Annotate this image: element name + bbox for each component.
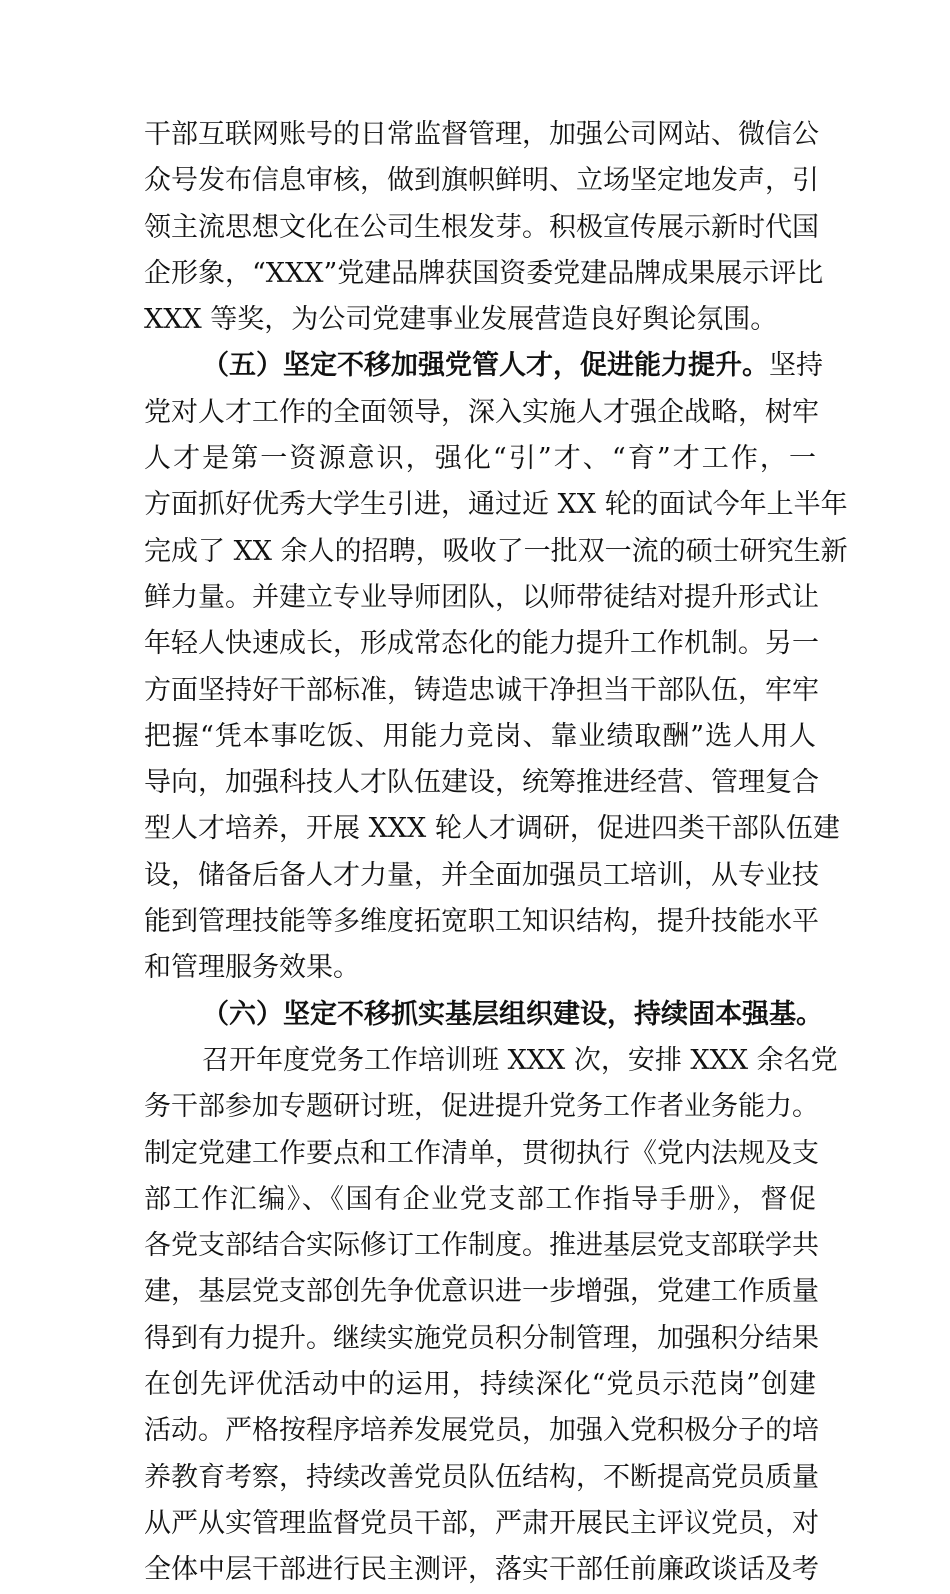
- text-line: 方面坚持好干部标准，铸造忠诚干净担当干部队伍，牢牢: [144, 674, 819, 706]
- text-line: 人才是第一资源意识，强化“引”才、“育”才工作，一: [144, 443, 816, 475]
- text-line: 各党支部结合实际修订工作制度。推进基层党支部联学共: [144, 1230, 819, 1262]
- text-line: 党对人才工作的全面领导，深入实施人才强企战略，树牢: [144, 396, 819, 428]
- text-line: 制定党建工作要点和工作清单，贯彻执行《党内法规及支: [144, 1137, 819, 1169]
- text-line: 务干部参加专题研讨班，促进提升党务工作者业务能力。: [144, 1091, 819, 1123]
- text-line: 在创先评优活动中的运用，持续深化“党员示范岗”创建: [144, 1369, 816, 1401]
- text-line: 得到有力提升。继续实施党员积分制管理，加强积分结果: [144, 1322, 819, 1354]
- text-line: 从严从实管理监督党员干部，严肃开展民主评议党员，对: [144, 1507, 819, 1539]
- text-line: 全体中层干部进行民主测评，落实干部任前廉政谈话及考: [144, 1554, 819, 1586]
- text-line: 和管理服务效果。: [144, 952, 360, 984]
- text-line: 完成了 XX 余人的招聘，吸收了一批双一流的硕士研究生新: [144, 535, 848, 567]
- text-line: 众号发布信息审核，做到旗帜鲜明、立场坚定地发声，引: [144, 165, 819, 197]
- text-line: 型人才培养，开展 XXX 轮人才调研，促进四类干部队伍建: [144, 813, 840, 845]
- body-text: [144, 112, 848, 1594]
- section-five-heading: （五）坚定不移加强党管人才，促进能力提升。: [202, 350, 769, 382]
- text-line: 方面抓好优秀大学生引进，通过近 XX 轮的面试今年上半年: [144, 489, 848, 521]
- text-line: 活动。严格按程序培养发展党员，加强入党积极分子的培: [144, 1415, 819, 1447]
- text-line: XXX 等奖，为公司党建事业发展营造良好舆论氛围。: [144, 304, 778, 336]
- section-six-heading: （六）坚定不移抓实基层组织建设，持续固本强基。: [202, 998, 823, 1030]
- text-line: 领主流思想文化在公司生根发芽。积极宣传展示新时代国: [144, 211, 819, 243]
- text-line: 召开年度党务工作培训班 XXX 次，安排 XXX 余名党: [202, 1044, 838, 1076]
- text-line: 建，基层党支部创先争优意识进一步增强，党建工作质量: [144, 1276, 819, 1308]
- text-line: 导向，加强科技人才队伍建设，统筹推进经营、管理复合: [144, 767, 819, 799]
- text-line: 养教育考察，持续改善党员队伍结构，不断提高党员质量: [144, 1461, 819, 1493]
- text-line: 设，储备后备人才力量，并全面加强员工培训，从专业技: [144, 859, 819, 891]
- section-five-line: [144, 343, 823, 389]
- text-line: 能到管理技能等多维度拓宽职工知识结构，提升技能水平: [144, 906, 819, 938]
- text-line: 鲜力量。并建立专业导师团队，以师带徒结对提升形式让: [144, 581, 819, 613]
- text-line: 年轻人快速成长，形成常态化的能力提升工作机制。另一: [144, 628, 819, 660]
- text-line: 企形象，“XXX”党建品牌获国资委党建品牌成果展示评比: [144, 257, 824, 289]
- text-line: 干部互联网账号的日常监督管理，加强公司网站、微信公: [144, 119, 819, 150]
- text-fragment: 坚持: [769, 350, 823, 382]
- text-line: 把握“凭本事吃饭、用能力竞岗、靠业绩取酬”选人用人: [144, 720, 816, 752]
- text-line: 部工作汇编》、《国有企业党支部工作指导手册》，督促: [144, 1183, 816, 1215]
